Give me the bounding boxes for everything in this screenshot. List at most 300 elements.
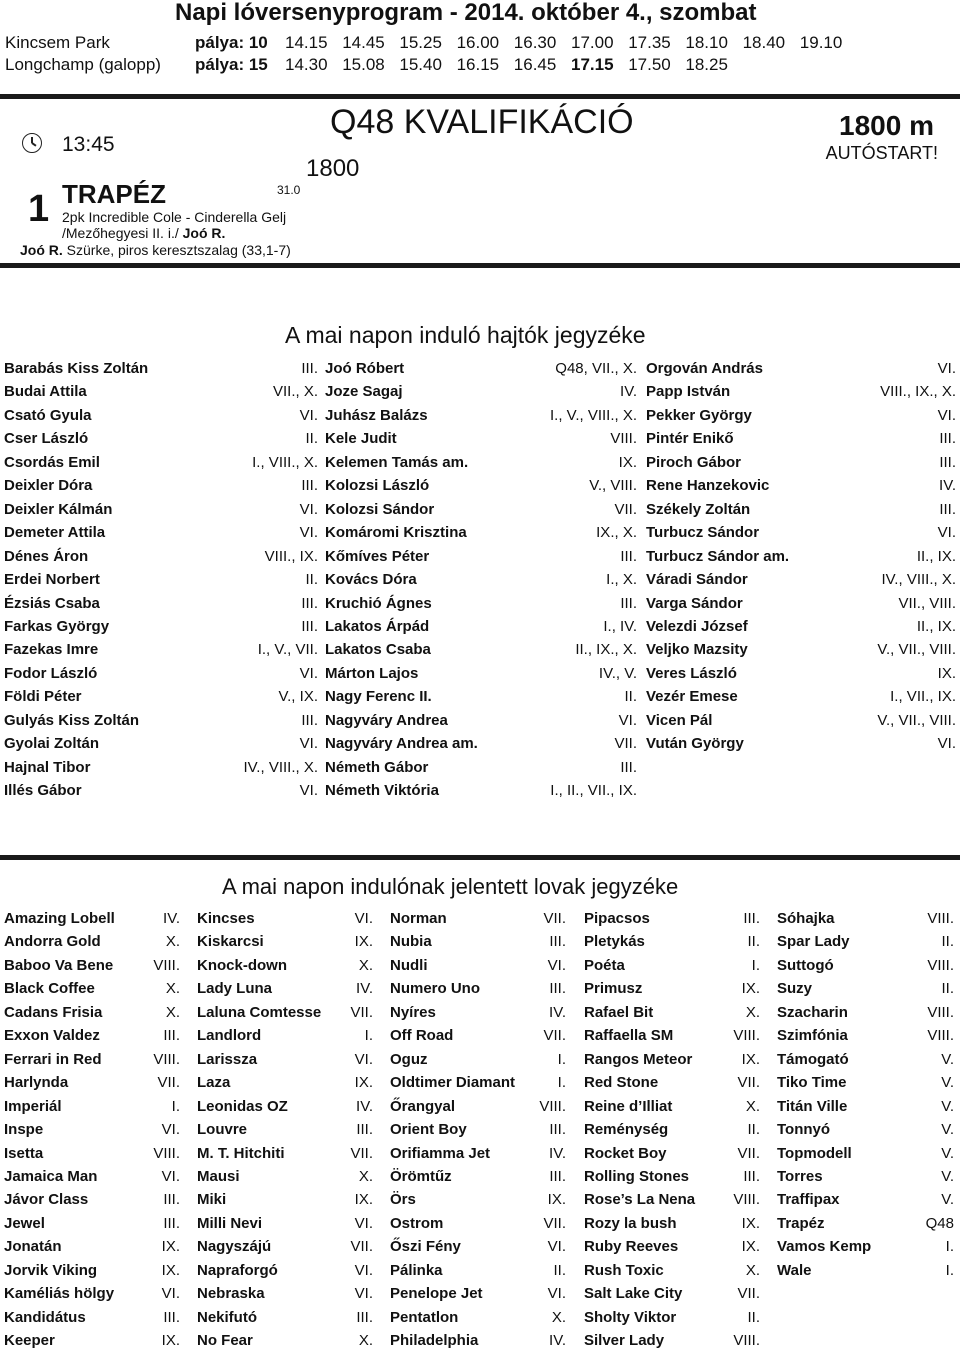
horse-row <box>777 1118 954 1141</box>
race-numbers: X. <box>358 1167 373 1185</box>
driver-row <box>4 568 318 591</box>
horse-name: Andorra Gold <box>4 933 101 951</box>
race-numbers: II. <box>941 980 954 998</box>
horse-name: Jorvik Viking <box>4 1261 98 1279</box>
race-numbers: I. <box>171 1097 180 1115</box>
driver-row <box>4 756 318 779</box>
driver-row <box>325 357 637 380</box>
driver-name: Vicen Pál <box>646 711 713 729</box>
driver-name: Kőmíves Péter <box>325 547 430 565</box>
horse-name: Rangos Meteor <box>584 1050 693 1068</box>
race-numbers: VIII. <box>733 1191 760 1209</box>
horse-row <box>584 1142 760 1165</box>
race-numbers: III. <box>549 933 566 951</box>
horse-row <box>584 1212 760 1235</box>
horse-name: Rafael Bit <box>584 1003 654 1021</box>
race-numbers: II. <box>553 1261 566 1279</box>
driver-row <box>4 380 318 403</box>
driver-row <box>325 662 637 685</box>
race-numbers: IV. <box>163 910 180 927</box>
horse-name: Lady Luna <box>197 980 273 998</box>
driver-name: Kovács Dóra <box>325 571 417 589</box>
horse-name: Pálinka <box>390 1261 443 1279</box>
horse-row <box>197 1306 373 1329</box>
driver-row <box>4 474 318 497</box>
race-numbers: VI. <box>299 524 318 542</box>
horse-row <box>777 1001 954 1024</box>
horse-name: Nagyszájú <box>197 1238 272 1256</box>
horse-row <box>584 1235 760 1258</box>
driver-name: Nagyváry Andrea am. <box>325 735 478 753</box>
race-numbers: I., II., VII., IX. <box>550 782 637 800</box>
horse-row <box>197 954 373 977</box>
race-numbers: VII., VIII. <box>898 594 956 612</box>
horse-name: Ostrom <box>390 1214 444 1232</box>
horse-row <box>197 1001 373 1024</box>
race-numbers: VI. <box>299 782 318 800</box>
driver-name: Pekker György <box>646 406 752 424</box>
race-numbers: III. <box>301 617 318 635</box>
driver-name: Lakatos Csaba <box>325 641 431 659</box>
horse-row <box>584 1259 760 1282</box>
race-start-time: 15.40 <box>399 55 442 74</box>
race-numbers: V., VIII. <box>589 477 637 495</box>
driver-name: Pintér Enikő <box>646 430 734 448</box>
race-numbers: VII. <box>737 1285 760 1303</box>
race-start-time: 14.45 <box>342 33 385 52</box>
race-numbers: IV. <box>549 1003 566 1021</box>
race-numbers: V., VII., VIII. <box>877 711 956 729</box>
horse-row <box>4 954 180 977</box>
driver-row <box>4 427 318 450</box>
driver-name: Kolozsi Sándor <box>325 500 435 518</box>
race-numbers: X. <box>745 1097 760 1115</box>
horse-row <box>197 1212 373 1235</box>
race-numbers: VI. <box>299 500 318 518</box>
driver-name: Vezér Emese <box>646 688 738 706</box>
race-numbers: III. <box>939 430 956 448</box>
race-start-time: 15.08 <box>342 55 385 74</box>
race-start-time: 16.45 <box>513 55 557 74</box>
driver-row <box>4 709 318 732</box>
driver-row <box>4 779 318 802</box>
race-numbers: IX. <box>937 664 956 682</box>
race-numbers: VI. <box>354 1214 373 1232</box>
driver-name: Farkas György <box>4 617 110 635</box>
horse-name: Laza <box>197 1074 231 1092</box>
race-numbers: I., VII., IX. <box>890 688 956 706</box>
horse-name: Harlynda <box>4 1074 69 1092</box>
horse-name: Tiko Time <box>777 1074 847 1092</box>
race-numbers: IX. <box>618 453 637 471</box>
race-numbers: Q48 <box>925 1214 954 1232</box>
race-numbers: V. <box>941 1121 954 1139</box>
horse-row <box>777 977 954 1000</box>
horse-name: Traffipax <box>777 1191 840 1209</box>
race-numbers: VIII., IX., X. <box>880 383 956 401</box>
page-title: Napi lóversenyprogram - 2014. október 4., szombat <box>175 0 757 26</box>
race-numbers: VII. <box>350 1144 373 1162</box>
race-numbers: III. <box>301 594 318 612</box>
race-numbers: VI. <box>937 524 956 542</box>
horse-row <box>390 1071 566 1094</box>
horse-row <box>584 930 760 953</box>
horse-row <box>777 1142 954 1165</box>
driver-name: Juhász Balázs <box>325 406 428 424</box>
race-start-time: 16.00 <box>456 33 500 52</box>
horse-name: Topmodell <box>777 1144 852 1162</box>
horse-name: Rush Toxic <box>584 1261 664 1279</box>
race-numbers: VIII. <box>153 1050 180 1068</box>
driver-row <box>646 451 956 474</box>
horse-name: Kaméliás hölgy <box>4 1285 115 1303</box>
race-numbers: VII., X. <box>272 383 318 401</box>
race-numbers: IV., VIII., X. <box>243 758 318 776</box>
horse-row <box>4 1259 180 1282</box>
driver-row <box>325 380 637 403</box>
race-numbers: IX. <box>741 1214 760 1232</box>
driver-name: Barabás Kiss Zoltán <box>4 360 149 377</box>
driver-row <box>325 685 637 708</box>
race-numbers: I., V., VII. <box>257 641 318 659</box>
horse-row <box>584 1048 760 1071</box>
driver-row <box>325 451 637 474</box>
horse-name: Suzy <box>777 980 813 998</box>
race-numbers: I., VIII., X. <box>252 453 318 471</box>
driver-name: Ézsiás Csaba <box>4 594 100 612</box>
race-numbers: III. <box>163 1308 180 1326</box>
race-numbers: I., IV. <box>603 617 637 635</box>
driver-row <box>646 709 956 732</box>
horse-name: Jewel <box>4 1214 45 1232</box>
race-numbers: II. <box>305 571 318 589</box>
horse-row <box>390 930 566 953</box>
race-numbers: VI. <box>547 1285 566 1303</box>
horse-name: Kiskarcsi <box>197 933 264 951</box>
horse-name: Jonatán <box>4 1238 62 1256</box>
race-start-time: 19.10 <box>799 33 843 52</box>
driver-row <box>325 498 637 521</box>
horse-name: Orient Boy <box>390 1121 467 1139</box>
driver-name: Vután György <box>646 735 744 753</box>
driver-name: Turbucz Sándor <box>646 524 760 542</box>
driver-row <box>325 521 637 544</box>
race-numbers: VI. <box>547 1238 566 1256</box>
horse-name: Kandidátus <box>4 1308 86 1326</box>
race-start-time: 17.50 <box>628 55 671 74</box>
race-numbers: III. <box>549 1167 566 1185</box>
horse-name: Numero Uno <box>390 980 480 998</box>
driver-name: Erdei Norbert <box>4 571 100 589</box>
race-numbers: II. <box>747 1121 760 1139</box>
horse-row <box>197 1071 373 1094</box>
horse-row <box>584 1095 760 1118</box>
horse-row <box>777 1024 954 1047</box>
race-numbers: III. <box>356 1308 373 1326</box>
race-numbers: V. <box>941 1191 954 1209</box>
horse-name: Tonnyó <box>777 1121 831 1139</box>
horse-row <box>390 954 566 977</box>
horse-name: Nubia <box>390 933 432 951</box>
race-numbers: I. <box>751 956 760 974</box>
driver-row <box>4 615 318 638</box>
horse-name: Primusz <box>584 980 643 998</box>
race-numbers: X. <box>745 1261 760 1279</box>
race-numbers: VI. <box>299 735 318 753</box>
horse-row <box>4 907 180 930</box>
drivers-title: A mai napon induló hajtók jegyzéke <box>285 322 646 348</box>
race-numbers: I., V., VIII., X. <box>550 406 637 424</box>
horse-name: Rose’s La Nena <box>584 1191 696 1209</box>
driver-row <box>4 685 318 708</box>
race-numbers: VI. <box>354 1285 373 1303</box>
horse-row <box>584 1071 760 1094</box>
horse-name: Landlord <box>197 1027 262 1045</box>
horse-name: Jávor Class <box>4 1191 89 1209</box>
driver-row <box>325 474 637 497</box>
horse-row <box>777 1259 954 1282</box>
horse-name: Mausi <box>197 1167 240 1185</box>
horse-name: Torres <box>777 1167 823 1185</box>
driver-row <box>325 732 637 755</box>
horse-name: Isetta <box>4 1144 44 1162</box>
horse-row <box>390 1212 566 1235</box>
horse-name: Norman <box>390 910 447 927</box>
driver-row <box>325 545 637 568</box>
horse-row <box>777 907 954 930</box>
race-numbers: III. <box>620 547 637 565</box>
horse-row <box>197 1095 373 1118</box>
horse-name: Rolling Stones <box>584 1167 689 1185</box>
driver-name: Velezdi József <box>646 617 748 635</box>
horse-name: Vamos Kemp <box>777 1238 872 1256</box>
driver-row <box>325 592 637 615</box>
horse-row <box>4 1282 180 1305</box>
race-start-time: 18.10 <box>685 33 728 52</box>
horse-row <box>4 1142 180 1165</box>
driver-name: Papp István <box>646 383 731 401</box>
horse-row <box>584 1282 760 1305</box>
horse-row <box>584 1118 760 1141</box>
race-numbers: VI. <box>161 1121 180 1139</box>
race-numbers: IV. <box>549 1332 566 1350</box>
driver-name: Veljko Mazsity <box>646 641 748 659</box>
race-numbers: VII. <box>543 1027 566 1045</box>
driver-row <box>646 638 956 661</box>
race-numbers: VIII. <box>610 430 637 448</box>
driver-row <box>646 474 956 497</box>
driver-row <box>4 638 318 661</box>
horse-name: Ruby Reeves <box>584 1238 679 1256</box>
horse-row <box>197 1259 373 1282</box>
divider <box>0 263 960 268</box>
driver-name: Fodor László <box>4 664 98 682</box>
horse-row <box>390 1282 566 1305</box>
race-numbers: IV. <box>939 477 956 495</box>
race-numbers: VI. <box>547 956 566 974</box>
horse-row <box>777 954 954 977</box>
horse-name: Nebraska <box>197 1285 265 1303</box>
horse-row <box>4 977 180 1000</box>
horse-name: Baboo Va Bene <box>4 956 114 974</box>
track-count: pálya: 15 <box>195 55 268 74</box>
horse-row <box>197 1165 373 1188</box>
race-numbers: III. <box>939 453 956 471</box>
race-numbers: VI. <box>937 735 956 753</box>
driver-row <box>325 615 637 638</box>
driver-name: Joó R. <box>20 242 63 258</box>
horse-name: Oguz <box>390 1050 428 1068</box>
horse-name: Wale <box>777 1261 812 1279</box>
horse-name: Orifiamma Jet <box>390 1144 491 1162</box>
race-numbers: VIII. <box>153 1144 180 1162</box>
horse-row <box>197 1048 373 1071</box>
horse-row <box>197 1282 373 1305</box>
horse-row <box>390 1188 566 1211</box>
driver-row <box>325 404 637 427</box>
horse-row <box>4 1095 180 1118</box>
race-numbers: V. <box>941 1074 954 1092</box>
race-start-time: 18.25 <box>685 55 728 74</box>
divider <box>0 94 960 99</box>
horse-row <box>777 1048 954 1071</box>
driver-name: Veres László <box>646 664 737 682</box>
race-numbers: III. <box>163 1191 180 1209</box>
race-numbers: VIII. <box>539 1097 566 1115</box>
horse-row <box>390 1165 566 1188</box>
horse-row <box>777 1188 954 1211</box>
horse-name: Szimfónia <box>777 1027 848 1045</box>
race-start-time: 18.40 <box>742 33 786 52</box>
race-numbers: V., VII., VIII. <box>877 641 956 659</box>
race-numbers: V. <box>941 1144 954 1162</box>
race-numbers: V. <box>941 1097 954 1115</box>
horse-row <box>4 1165 180 1188</box>
horse-name: Reine d’Illiat <box>584 1097 673 1115</box>
race-numbers: III. <box>301 711 318 729</box>
horse-row <box>584 1165 760 1188</box>
horse-name: Miki <box>197 1191 227 1209</box>
horse-row <box>390 1329 566 1352</box>
driver-row <box>325 427 637 450</box>
driver-name: Deixler Dóra <box>4 477 93 495</box>
horse-row <box>390 1095 566 1118</box>
race-start-time: 15.25 <box>399 33 442 52</box>
driver-row <box>325 779 637 802</box>
race-numbers: II. <box>747 933 760 951</box>
horse-row <box>4 1329 180 1352</box>
horse-name: Silver Lady <box>584 1332 665 1350</box>
driver-name: Nagyváry Andrea <box>325 711 448 729</box>
driver-name: Székely Zoltán <box>646 500 751 518</box>
horse-row <box>390 1024 566 1047</box>
driver-row <box>646 404 956 427</box>
breeder <box>62 225 225 241</box>
race-numbers: IV. <box>620 383 637 401</box>
horse-name: Rozy la bush <box>584 1214 677 1232</box>
race-numbers: II. <box>941 933 954 951</box>
horse-row <box>777 1095 954 1118</box>
race-numbers: IX. <box>354 1191 373 1209</box>
driver-name: Lakatos Árpád <box>325 617 430 635</box>
start-number: 1 <box>28 188 50 230</box>
horse-name: Nudli <box>390 956 428 974</box>
horse-name: Inspe <box>4 1121 44 1139</box>
race-numbers: I. <box>557 1074 566 1092</box>
horse-name: Örs <box>390 1191 416 1209</box>
horse-name: Louvre <box>197 1121 248 1139</box>
driver-name: Kolozsi László <box>325 477 430 495</box>
track-count: pálya: 10 <box>195 33 268 52</box>
horse-name: Napraforgó <box>197 1261 278 1279</box>
horse-name: Philadelphia <box>390 1332 479 1350</box>
race-numbers: II., IX. <box>916 617 956 635</box>
track-name: Kincsem Park <box>5 33 110 52</box>
horse-name: Sóhajka <box>777 910 835 927</box>
horse-row <box>777 930 954 953</box>
race-numbers: X. <box>165 933 180 951</box>
driver-name: Földi Péter <box>4 688 82 706</box>
driver-name: Márton Lajos <box>325 664 419 682</box>
horse-row <box>197 1188 373 1211</box>
race-start-time: 14.30 <box>285 55 328 74</box>
horse-row <box>584 1188 760 1211</box>
odds: 31.0 <box>277 183 301 197</box>
driver-row <box>4 521 318 544</box>
race-numbers: VI. <box>937 360 956 377</box>
horse-row <box>777 1235 954 1258</box>
horse-name: Salt Lake City <box>584 1285 683 1303</box>
race-numbers: VIII. <box>927 956 954 974</box>
race-numbers: VII. <box>350 1238 373 1256</box>
track-row-longchamp <box>5 55 960 75</box>
race-numbers: Q48, VII., X. <box>555 360 637 377</box>
race-numbers: VI. <box>937 406 956 424</box>
driver-name: Deixler Kálmán <box>4 500 113 518</box>
driver-row <box>646 732 956 755</box>
horse-row <box>197 930 373 953</box>
race-numbers: III. <box>549 1121 566 1139</box>
horses-title: A mai napon indulónak jelentett lovak jegyzéke <box>222 874 679 899</box>
horse-name: Laluna Comtesse <box>197 1003 322 1021</box>
driver-name: Joó Róbert <box>325 360 405 377</box>
horse-name: Exxon Valdez <box>4 1027 100 1045</box>
divider <box>0 855 960 860</box>
driver-name: Németh Viktória <box>325 782 439 800</box>
race-numbers: IX. <box>741 1050 760 1068</box>
race-numbers: I. <box>945 1238 954 1256</box>
race-numbers: IV., V. <box>598 664 637 682</box>
race-numbers: III. <box>163 1214 180 1232</box>
race-numbers: II. <box>305 430 318 448</box>
horse-row <box>197 1329 373 1352</box>
race-numbers: IX. <box>161 1332 180 1350</box>
race-numbers: V. <box>941 1167 954 1185</box>
race-numbers: VI. <box>354 910 373 927</box>
horse-row <box>197 977 373 1000</box>
race-start-time: 16.15 <box>456 55 500 74</box>
horse-row <box>584 954 760 977</box>
horse-row <box>4 1235 180 1258</box>
horse-name: Pletykás <box>584 933 645 951</box>
driver-row <box>4 592 318 615</box>
horse-row <box>390 1306 566 1329</box>
race-numbers: II. <box>624 688 637 706</box>
race-numbers: IX. <box>354 1074 373 1092</box>
driver-row <box>325 709 637 732</box>
race-numbers: II., IX. <box>916 547 956 565</box>
horse-name: Örömtűz <box>390 1167 452 1185</box>
